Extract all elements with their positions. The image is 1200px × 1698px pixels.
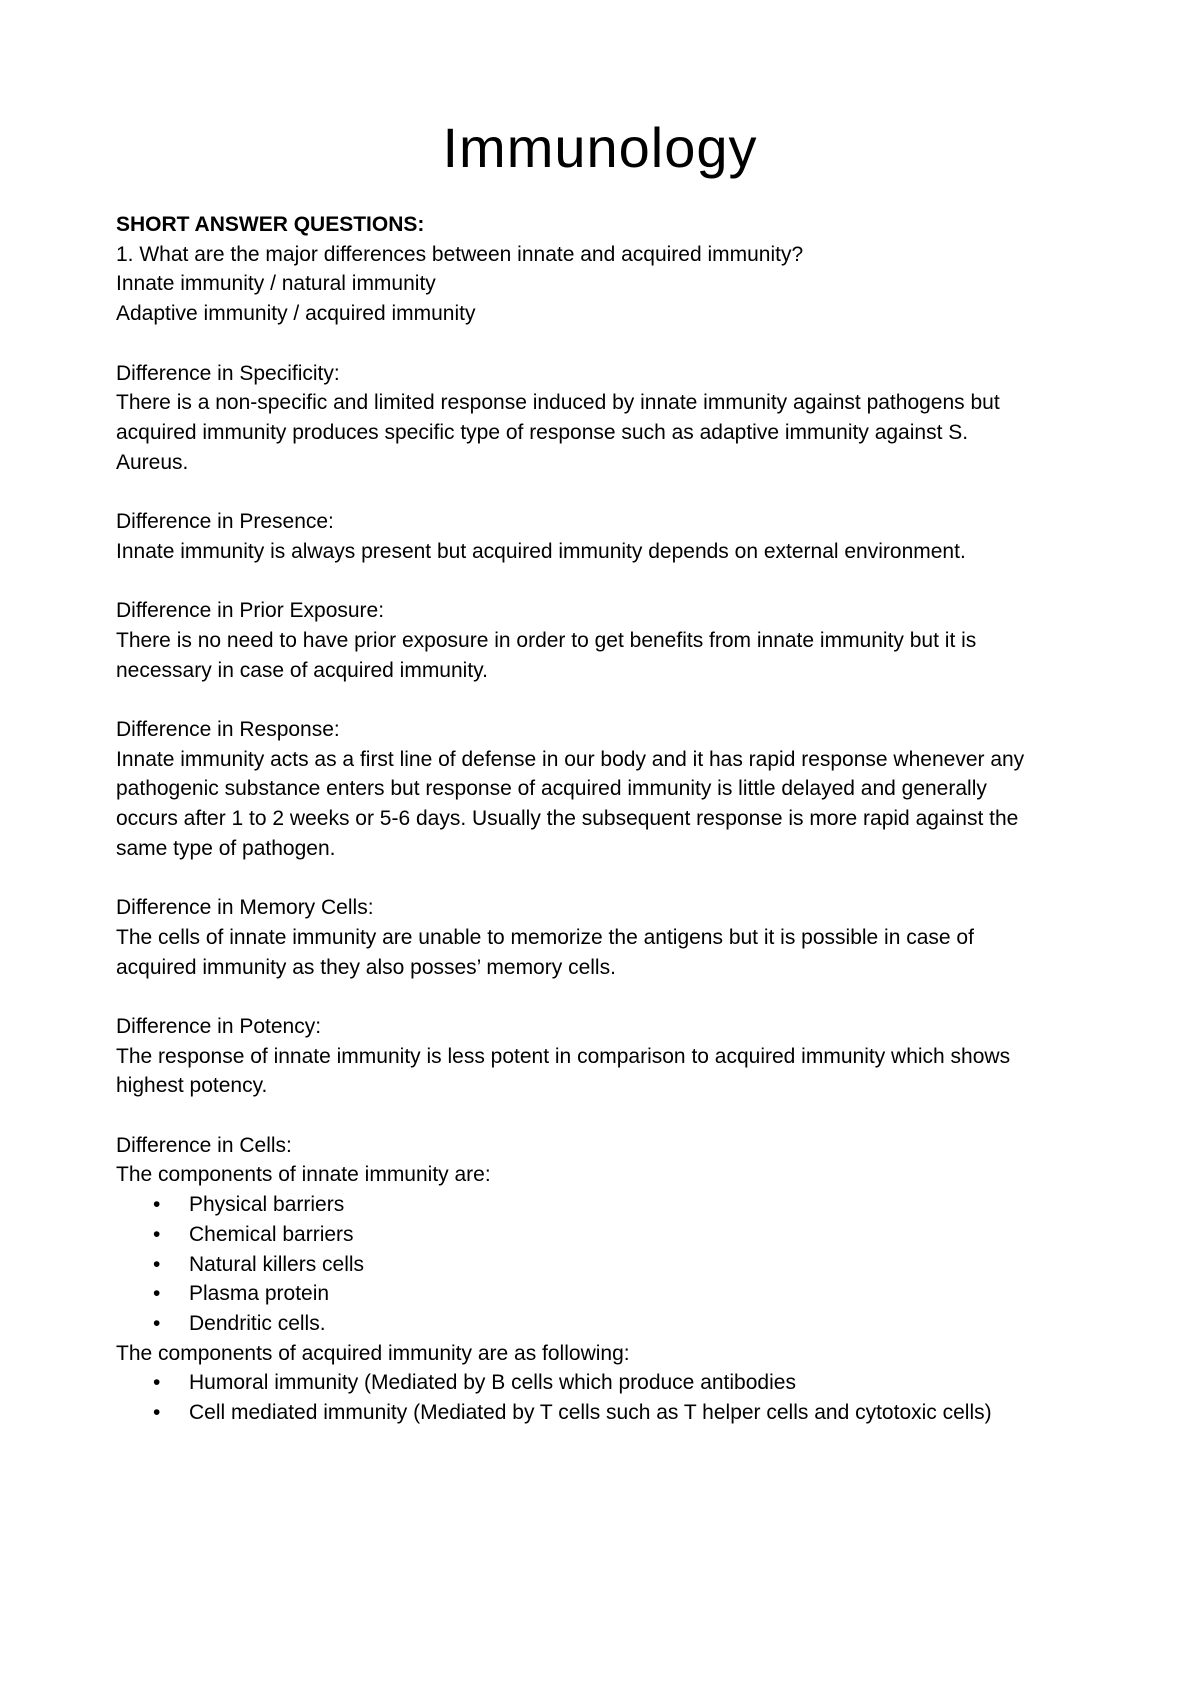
- section-line: There is a non-specific and limited response induced by innate immunity against pathogens but: [116, 391, 1000, 415]
- list-item-text: Natural killers cells: [189, 1252, 365, 1276]
- section-line: Innate immunity is always present but acquired immunity depends on external environment.: [116, 539, 966, 563]
- spacer: [116, 982, 1096, 1012]
- page-title: Immunology: [442, 116, 758, 179]
- list-item: [116, 1190, 1096, 1220]
- section-heading-memory-cells: Difference in Memory Cells:: [116, 896, 374, 920]
- section-line: same type of pathogen.: [116, 836, 336, 860]
- section-line: Aureus.: [116, 450, 189, 474]
- spacer: [116, 1101, 1096, 1131]
- list-item: [116, 1309, 1096, 1339]
- bullet-icon: •: [153, 1401, 161, 1425]
- list-item-text: Humoral immunity (Mediated by B cells which produce antibodies: [189, 1371, 796, 1395]
- section-line: occurs after 1 to 2 weeks or 5-6 days. Usually the subsequent response is more rapid against the: [116, 807, 1019, 830]
- list-item-text: Dendritic cells.: [189, 1311, 326, 1335]
- section-heading-potency: Difference in Potency:: [116, 1014, 322, 1038]
- spacer: [116, 477, 1096, 507]
- spacer: [116, 566, 1096, 596]
- section-line: acquired immunity as they also posses’ memory cells.: [116, 955, 616, 979]
- bullet-icon: •: [153, 1222, 161, 1246]
- bullet-icon: •: [153, 1311, 161, 1335]
- section-heading-specificity: Difference in Specificity:: [116, 361, 340, 385]
- list-item: [116, 1250, 1096, 1280]
- list-item: [116, 1368, 1096, 1398]
- list-item-text: Cell mediated immunity (Mediated by T cells such as T helper cells and cytotoxic cells): [189, 1401, 992, 1425]
- list-item-text: Physical barriers: [189, 1193, 345, 1217]
- section-line: highest potency.: [116, 1074, 268, 1098]
- section-heading-presence: Difference in Presence:: [116, 510, 334, 533]
- section-line: The response of innate immunity is less potent in comparison to acquired immunity which shows: [116, 1044, 1011, 1068]
- spacer: [116, 685, 1096, 715]
- bullet-icon: •: [153, 1371, 161, 1395]
- spacer: [116, 863, 1096, 893]
- section-line: The cells of innate immunity are unable to memorize the antigens but it is possible in case of: [116, 925, 974, 949]
- innate-components-intro: The components of innate immunity are:: [116, 1163, 491, 1187]
- bullet-icon: •: [153, 1252, 161, 1276]
- short-answer-heading: SHORT ANSWER QUESTIONS:: [116, 213, 425, 236]
- section-heading-cells: Difference in Cells:: [116, 1133, 292, 1157]
- question-text: 1. What are the major differences between innate and acquired immunity?: [116, 242, 804, 266]
- acquired-components-intro: The components of acquired immunity are as following:: [116, 1341, 630, 1365]
- bullet-icon: •: [153, 1282, 161, 1306]
- section-heading-prior-exposure: Difference in Prior Exposure:: [116, 599, 385, 623]
- spacer: [116, 329, 1096, 359]
- bullet-icon: •: [153, 1193, 161, 1217]
- section-line: There is no need to have prior exposure in order to get benefits from innate immunity but it is: [116, 628, 977, 652]
- section-line: pathogenic substance enters but response of acquired immunity is little delayed and generally: [116, 777, 987, 801]
- list-item: [116, 1220, 1096, 1250]
- innate-components-list: [116, 1190, 1096, 1339]
- intro-line: Adaptive immunity / acquired immunity: [116, 302, 476, 326]
- section-line: acquired immunity produces specific type of response such as adaptive immunity against S.: [116, 420, 969, 444]
- section-line: Innate immunity acts as a first line of defense in our body and it has rapid response whenever any: [116, 747, 1025, 771]
- acquired-components-list: [116, 1368, 1096, 1427]
- document-body: [116, 210, 1096, 1428]
- section-line: necessary in case of acquired immunity.: [116, 658, 488, 682]
- intro-line: Innate immunity / natural immunity: [116, 272, 436, 296]
- list-item: [116, 1398, 1096, 1428]
- section-heading-response: Difference in Response:: [116, 717, 340, 741]
- list-item-text: Plasma protein: [189, 1282, 330, 1306]
- list-item: [116, 1279, 1096, 1309]
- list-item-text: Chemical barriers: [189, 1222, 354, 1246]
